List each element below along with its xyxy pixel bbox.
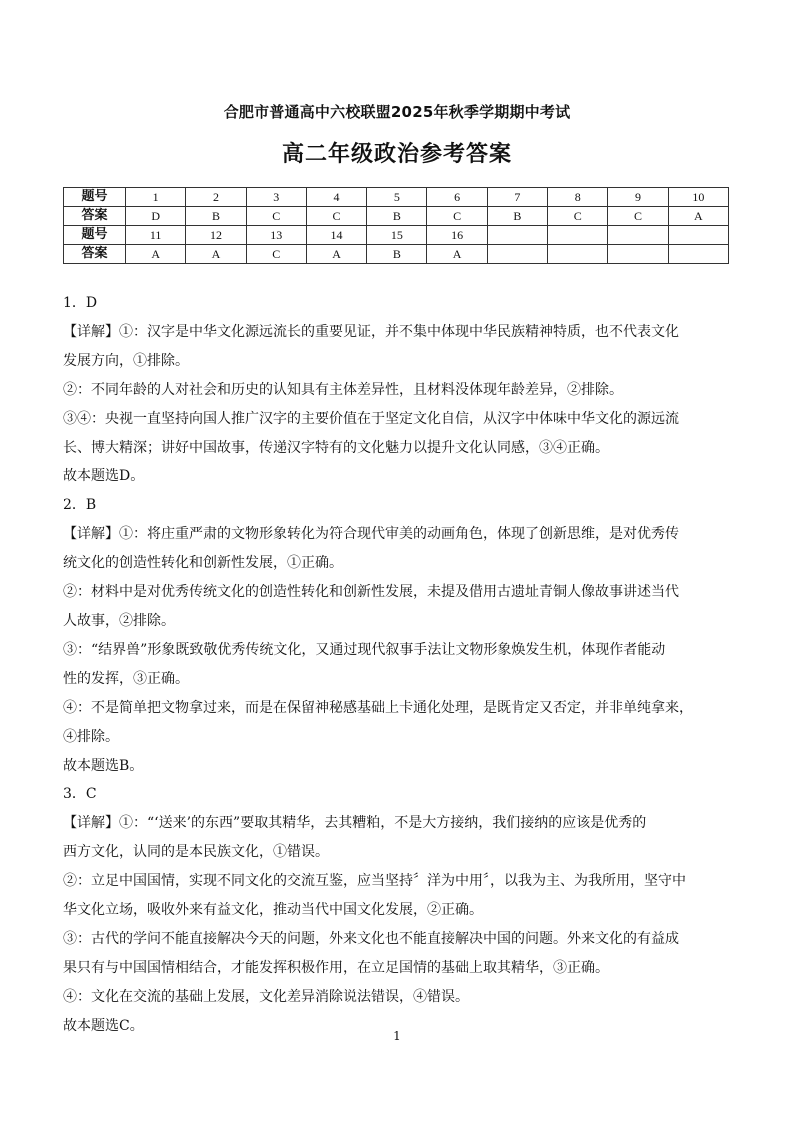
conclusion-line: 故本题选B。	[63, 757, 144, 774]
explanation-line: ③：古代的学问不能直接解决今天的问题，外来文化也不能直接解决中国的问题。外来文化的有益成	[63, 930, 679, 947]
table-cell	[548, 226, 608, 245]
table-cell: 14	[306, 226, 366, 245]
table-cell	[548, 245, 608, 264]
table-cell	[668, 245, 728, 264]
explanations	[63, 289, 733, 1041]
explanation-line: 长、博大精深；讲好中国故事，传递汉字特有的文化魅力以提升文化认同感，③④正确。	[63, 439, 609, 456]
table-cell: B	[367, 207, 427, 226]
table-cell: 15	[367, 226, 427, 245]
explanation-line: 性的发挥，③正确。	[63, 670, 189, 687]
explanation-line: 西方文化，认同的是本民族文化，①错误。	[63, 844, 329, 861]
explanation-line: 果只有与中国国情相结合，才能发挥积极作用，在立足国情的基础上取其精华，③正确。	[63, 959, 609, 976]
table-cell: A	[126, 245, 186, 264]
explanation-line: ②：不同年龄的人对社会和历史的认知具有主体差异性，且材料没体现年龄差异，②排除。	[63, 381, 623, 398]
explanation-line: ③④：央视一直坚持向国人推广汉字的主要价值在于坚定文化自信，从汉字中体味中华文化的源远流	[63, 410, 679, 427]
table-row	[64, 245, 729, 264]
table-cell: 9	[608, 188, 668, 207]
table-cell: 4	[306, 188, 366, 207]
table-cell: 2	[186, 188, 246, 207]
table-cell: 6	[427, 188, 487, 207]
page-number: 1	[393, 1029, 401, 1043]
explanation-line: 发展方向，①排除。	[63, 352, 189, 369]
conclusion-line: 故本题选D。	[63, 468, 145, 485]
table-cell: A	[668, 207, 728, 226]
table-cell: A	[186, 245, 246, 264]
answer-key-title: 高二年级政治参考答案	[281, 142, 512, 167]
explanation-line: 华文化立场，吸收外来有益文化，推动当代中国文化发展，②正确。	[63, 902, 483, 919]
row-label: 题号	[64, 226, 126, 245]
table-cell: 3	[246, 188, 306, 207]
row-label: 答案	[64, 245, 126, 264]
table-cell: 7	[487, 188, 547, 207]
table-cell: 16	[427, 226, 487, 245]
explanation-line: ②：材料中是对优秀传统文化的创造性转化和创新性发展，未提及借用古遗址青铜人像故事讲述当代	[63, 584, 679, 601]
exam-title: 合肥市普通高中六校联盟2025年秋季学期期中考试	[223, 103, 571, 121]
table-cell: A	[427, 245, 487, 264]
row-label: 答案	[64, 207, 126, 226]
table-cell: 10	[668, 188, 728, 207]
explanation-line: ②：立足中国国情，实现不同文化的交流互鉴，应当坚持〞洋为中用〞，以我为主、为我所用，坚守中	[63, 873, 686, 890]
table-cell: C	[548, 207, 608, 226]
table-cell	[608, 245, 668, 264]
question-number: 2．B	[63, 497, 97, 514]
explanation-line: ④：不是简单把文物拿过来，而是在保留神秘感基础上卡通化处理，是既肯定又否定，并非单纯拿来，	[63, 699, 693, 716]
table-cell: C	[608, 207, 668, 226]
table-cell: B	[487, 207, 547, 226]
explanation-line: 【详解】①：汉字是中华文化源远流长的重要见证，并不集中体现中华民族精神特质，也不代表文化	[63, 323, 679, 340]
question-number: 3．C	[63, 786, 97, 803]
table-cell: C	[246, 207, 306, 226]
explanation-line: 统文化的创造性转化和创新性发展，①正确。	[63, 555, 343, 572]
explanation-line: ④：文化在交流的基础上发展，文化差异消除说法错误，④错误。	[63, 988, 469, 1005]
table-cell: 8	[548, 188, 608, 207]
explanation-line: 人故事，②排除。	[63, 612, 175, 629]
table-cell	[668, 226, 728, 245]
table-cell: C	[427, 207, 487, 226]
question-number: 1．D	[63, 295, 98, 311]
table-cell: B	[186, 207, 246, 226]
table-row	[64, 188, 729, 207]
table-cell: A	[306, 245, 366, 264]
conclusion-line: 故本题选C。	[63, 1017, 144, 1034]
table-row	[64, 207, 729, 226]
table-cell	[487, 226, 547, 245]
table-cell: 13	[246, 226, 306, 245]
table-cell	[487, 245, 547, 264]
table-cell: C	[246, 245, 306, 264]
answer-table	[63, 187, 729, 264]
explanation-line: 【详解】①：“‘送来’的东西”要取其精华，去其糟粕，不是大方接纳，我们接纳的应该是优秀的	[63, 815, 647, 832]
table-cell: D	[126, 207, 186, 226]
table-row	[64, 226, 729, 245]
table-cell	[608, 226, 668, 245]
explanation-line: ③：“结界兽”形象既致敬优秀传统文化，又通过现代叙事手法让文物形象焕发生机，体现作者能动	[63, 641, 666, 658]
explanation-line: 【详解】①：将庄重严肃的文物形象转化为符合现代审美的动画角色，体现了创新思维，是对优秀传	[63, 526, 679, 543]
table-cell: B	[367, 245, 427, 264]
row-label: 题号	[64, 188, 126, 207]
table-cell: C	[306, 207, 366, 226]
table-cell: 11	[126, 226, 186, 245]
explanation-line: ④排除。	[63, 728, 119, 745]
table-cell: 12	[186, 226, 246, 245]
table-cell: 5	[367, 188, 427, 207]
table-cell: 1	[126, 188, 186, 207]
